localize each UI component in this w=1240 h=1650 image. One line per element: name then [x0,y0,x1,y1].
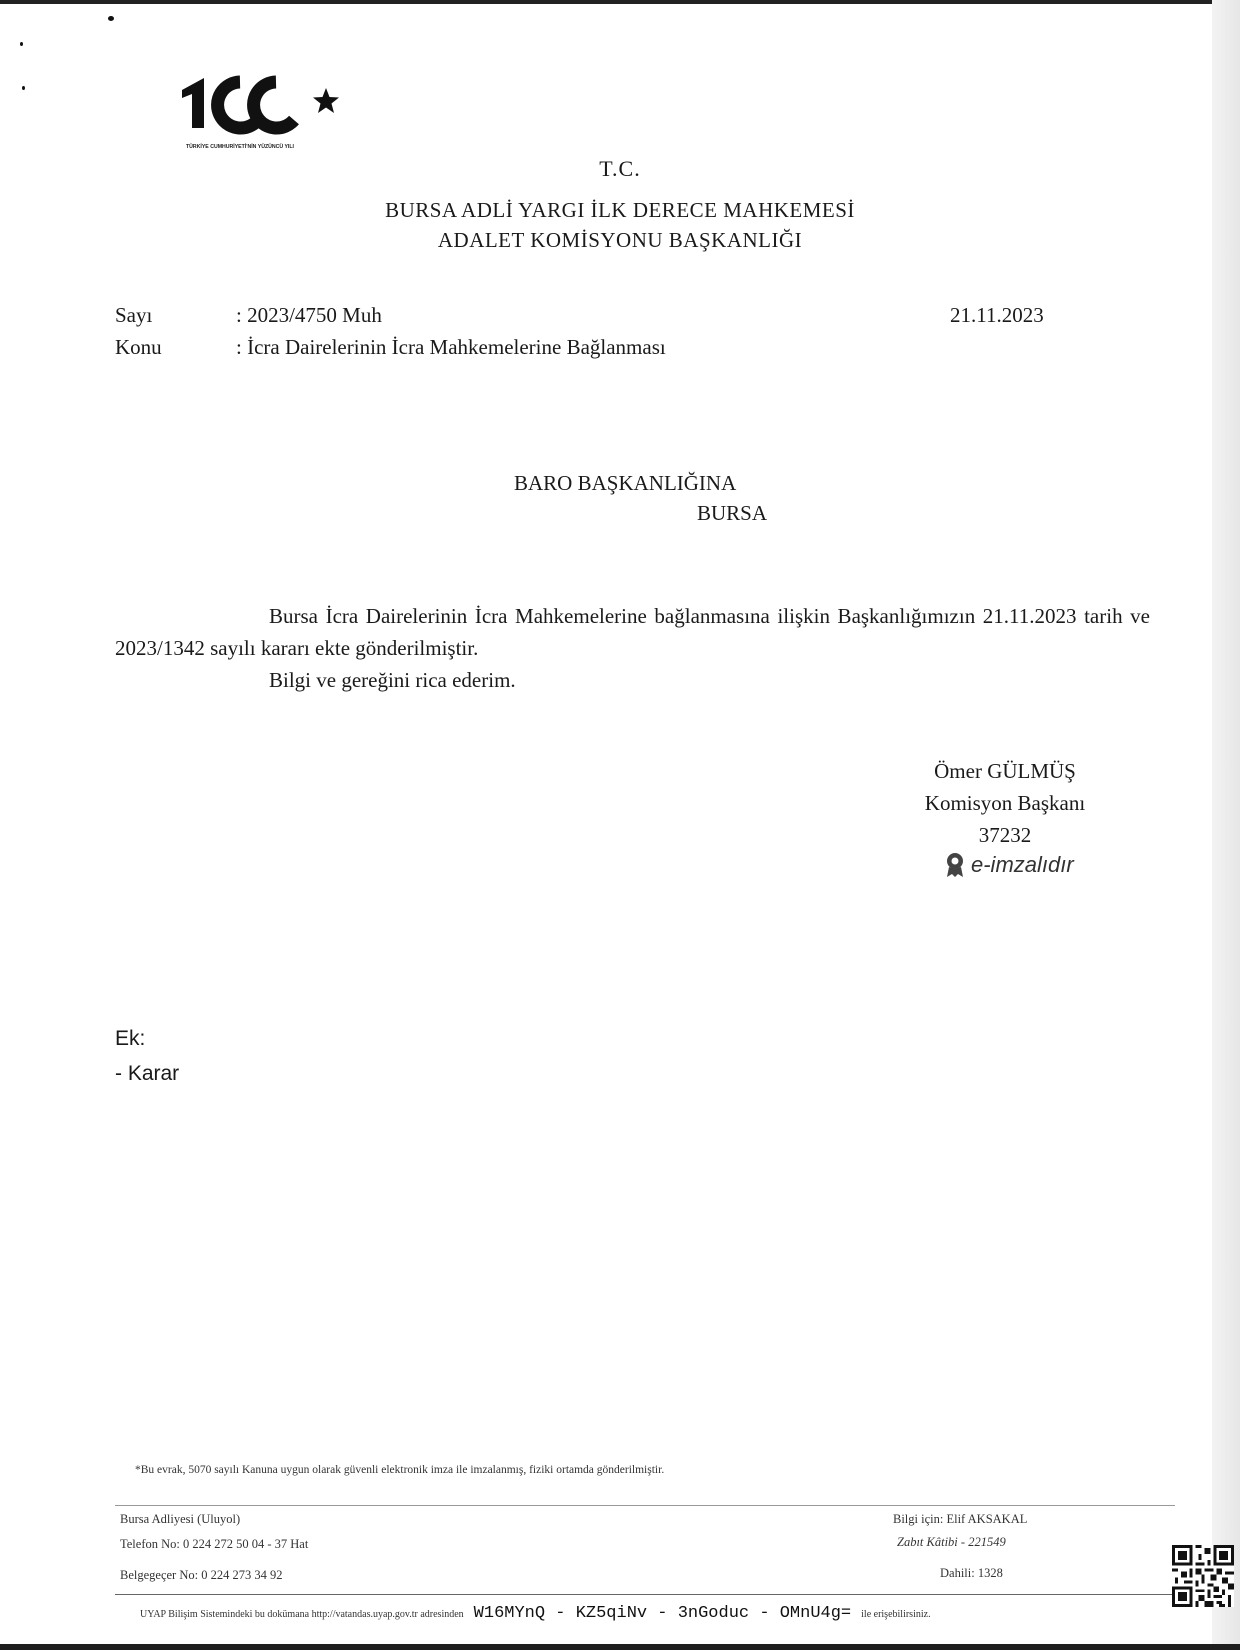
sayi-value: : 2023/4750 Muh [236,303,382,327]
signer-name: Ömer GÜLMÜŞ [934,759,1076,783]
scan-edge-bottom [0,1644,1240,1650]
footer-phone: Telefon No: 0 224 272 50 04 - 37 Hat [120,1537,309,1551]
signer-title: Komisyon Başkanı [924,791,1086,815]
konu-label: Konu [115,335,162,359]
court-name: BURSA ADLİ YARGI İLK DERECE MAHKEMESİ [385,198,855,222]
scan-speck [22,86,25,90]
recipient-line2: BURSA [697,501,768,525]
uyap-verification-line [140,1604,931,1623]
centennial-logo [178,72,358,152]
scan-speck [20,42,23,46]
uyap-code: W16MYnQ - KZ5qiNv - 3nGoduc - OMnU4g= [473,1604,852,1623]
sayi-label: Sayı [115,303,153,327]
court-heading [0,195,1240,255]
attachment-item: - Karar [115,1062,180,1085]
attachments-label: Ek: [115,1027,146,1050]
footer-bottom-divider [115,1594,1175,1595]
recipient-line1: BARO BAŞKANLIĞINA [514,471,737,495]
footer-address: Bursa Adliyesi (Uluyol) [120,1512,241,1526]
document-date: 21.11.2023 [950,303,1044,327]
footer-clerk: Zabıt Kâtibi - 221549 [897,1535,1006,1549]
department-name: ADALET KOMİSYONU BAŞKANLIĞI [437,228,803,252]
body-paragraph: Bursa İcra Dairelerinin İcra Mahkemelerine bağlanmasına ilişkin Başkanlığımızın 21.11.2023 tarih ve 2023/1342 sayılı kararı ekte gönderilmiştir. [115,604,1150,660]
closing-paragraph: Bilgi ve gereğini rica ederim. [269,668,516,692]
signer-number: 37232 [978,823,1032,847]
rosette-icon [945,852,965,878]
footer-extension: Dahili: 1328 [940,1566,1003,1580]
footer-fax: Belgegeçer No: 0 224 273 34 92 [120,1568,283,1582]
konu-value: : İcra Dairelerinin İcra Mahkemelerine Bağlanması [236,335,666,359]
e-signature-label: e-imzalıdır [971,852,1074,877]
scan-speck [108,16,114,21]
uyap-suffix: ile erişebilirsiniz. [861,1609,931,1620]
logo-caption: TÜRKİYE CUMHURİYETİ'NİN YÜZÜNCÜ YILI [186,144,294,150]
tc-heading: T.C. [599,156,641,181]
qr-code-icon [1172,1545,1234,1607]
footer-divider [115,1505,1175,1506]
e-signature-notice: *Bu evrak, 5070 sayılı Kanuna uygun olarak güvenli elektronik imza ile imzalanmış, fiziki ortamda gönderilmiştir. [135,1464,665,1476]
e-signature-badge [945,852,1074,878]
uyap-prefix: UYAP Bilişim Sistemindeki bu dokümana http://vatandas.uyap.gov.tr adresinden [140,1609,464,1620]
footer-info-contact: Bilgi için: Elif AKSAKAL [893,1512,1028,1526]
scan-edge-top [0,0,1240,4]
